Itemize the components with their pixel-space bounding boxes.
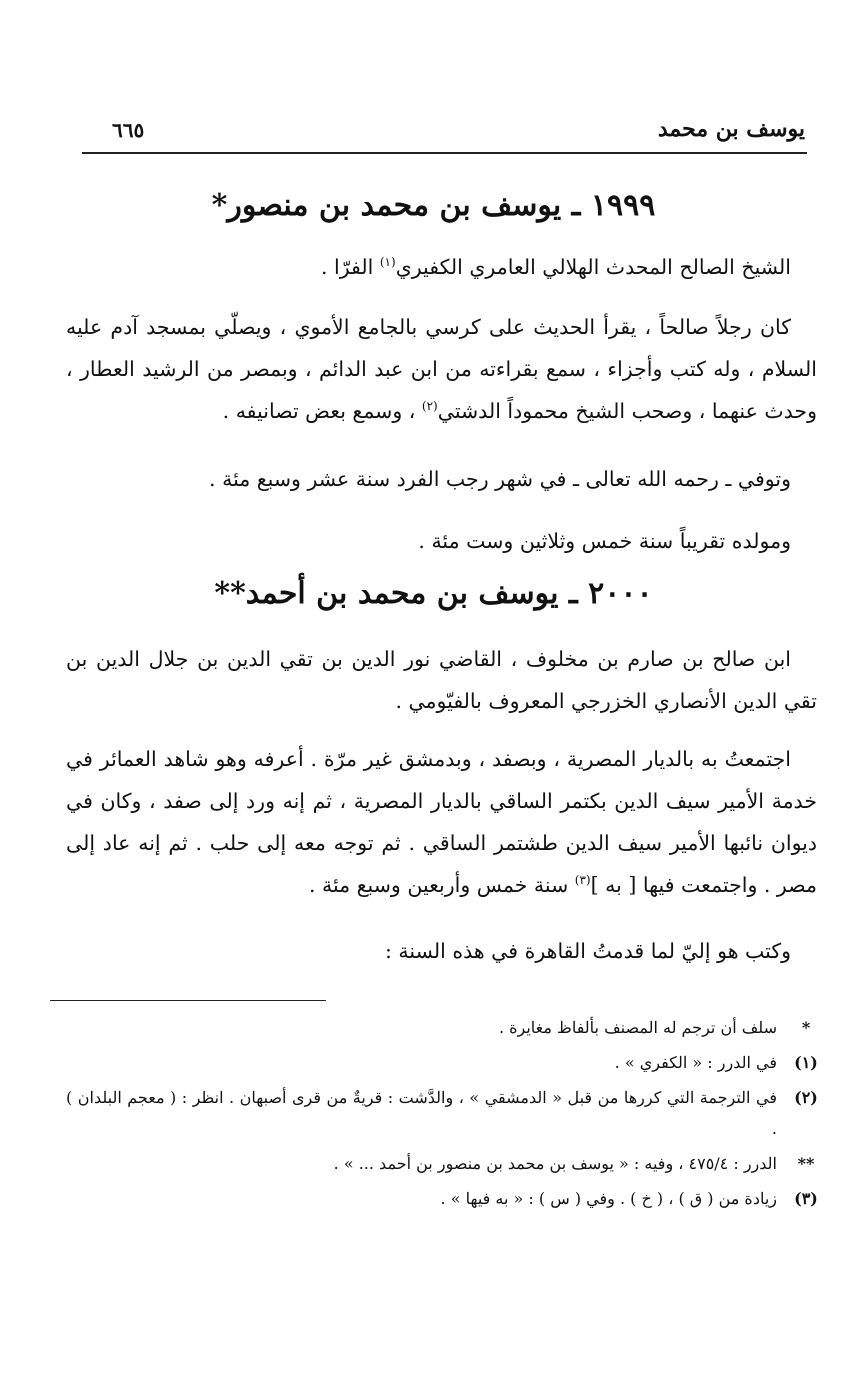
footnote-ref-2: (٢): [421, 399, 438, 414]
entry-2000-biography: [66, 738, 817, 906]
running-title: يوسف بن محمد: [657, 116, 805, 142]
footnote-text: في الدرر : « الكفري » .: [614, 1053, 777, 1072]
footnote-item: [66, 1183, 823, 1214]
footnote-item: [66, 1047, 823, 1078]
footnote-marker: (١): [794, 1053, 818, 1072]
text-span: الشيخ الصالح المحدث الهلالي العامري الكفيري: [395, 255, 791, 279]
footnote-text: الدرر : ٤٧٥/٤ ، وفيه : « يوسف بن محمد بن منصور بن أحمد ... » .: [333, 1154, 777, 1173]
footnote-item: [66, 1082, 823, 1144]
text-span: الفرّا .: [320, 255, 380, 279]
text-span: اجتمعتُ به بالديار المصرية ، وبصفد ، وبدمشق غير مرّة . أعرفه وهو شاهد العمائر في خدمة الأمير سيف الدين بكتمر الساقي بالديار المصرية ، ثم إنه ورد إلى صفد ، وكان في ديوان نائبها الأمير سيف الدين طشتمر الساقي . ثم توجه معه إلى حلب . ثم إنه عاد إلى مصر . واجتمعت فيها [ به ]: [66, 747, 817, 897]
footnotes: [66, 1012, 823, 1218]
text-span: ، وسمع بعض تصانيفه .: [222, 399, 422, 423]
footnote-item: [66, 1012, 823, 1043]
entry-1999-birth: ومولده تقريباً سنة خمس وثلاثين وست مئة .: [418, 529, 791, 553]
footnote-ref-1: (١): [379, 255, 396, 270]
entry-2000-closing: وكتب هو إليّ لما قدمتُ القاهرة في هذه السنة :: [385, 939, 791, 963]
text-span: سنة خمس وأربعين وسبع مئة .: [308, 873, 575, 897]
running-header: [82, 112, 807, 154]
page-number: ٦٦٥: [112, 118, 145, 142]
text-span: كان رجلاً صالحاً ، يقرأ الحديث على كرسي بالجامع الأموي ، ويصلّي بمسجد آدم عليه السلام ، وله كتب وأجزاء ، سمع بقراءته من ابن عبد الدائم ، وبمصر من الرشيد العطار ، وحدث عنهما ، وصحب الشيخ محموداً الدشتي: [66, 315, 817, 423]
footnote-item: [66, 1148, 823, 1179]
entry-title-2000: ٢٠٠٠ ـ يوسف بن محمد بن أحمد**: [214, 576, 653, 611]
entry-title-1999: ١٩٩٩ ـ يوسف بن محمد بن منصور*: [211, 188, 656, 223]
footnote-text: في الترجمة التي كررها من قبل « الدمشقي » ، والدَّشت : قريةٌ من قرى أصبهان . انظر : ( معجم البلدان ) .: [66, 1088, 777, 1138]
entry-1999-lineage: [66, 246, 817, 288]
footnote-text: سلف أن ترجم له المصنف بألفاظ مغايرة .: [498, 1018, 777, 1037]
footnote-marker: (٣): [794, 1189, 818, 1208]
footnote-divider: [50, 1000, 326, 1001]
footnote-marker: (٢): [794, 1088, 818, 1107]
footnote-marker: *: [801, 1018, 811, 1037]
entry-2000-lineage: ابن صالح بن صارم بن مخلوف ، القاضي نور الدين بن تقي الدين بن جلال الدين بن تقي الدين الأنصاري الخزرجي المعروف بالفيّومي .: [66, 647, 817, 713]
entry-1999-death: وتوفي ـ رحمه الله تعالى ـ في شهر رجب الفرد سنة عشر وسبع مئة .: [209, 467, 791, 491]
footnote-marker: **: [797, 1154, 815, 1173]
footnote-text: زيادة من ( ق ) ، ( خ ) . وفي ( س ) : « به فيها » .: [440, 1189, 777, 1208]
entry-1999-biography: [66, 306, 817, 432]
footnote-ref-3: (٣): [574, 873, 591, 888]
